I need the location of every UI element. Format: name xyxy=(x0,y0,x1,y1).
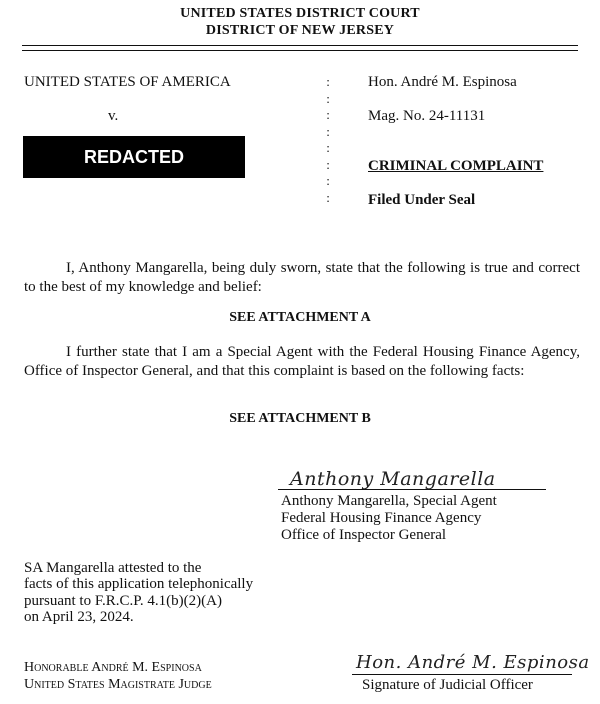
judge-signature-label: Signature of Judicial Officer xyxy=(362,677,533,693)
attachment-a-ref: SEE ATTACHMENT A xyxy=(229,310,371,325)
document-type: CRIMINAL COMPLAINT xyxy=(368,158,544,174)
header-rule-bottom xyxy=(22,50,578,51)
redacted-defendant-box: REDACTED xyxy=(23,136,245,178)
attestation-line-2: facts of this application telephonically xyxy=(24,576,254,592)
agent-name-title: Anthony Mangarella, Special Agent xyxy=(281,493,497,509)
versus-label: v. xyxy=(108,108,119,124)
agent-agency: Federal Housing Finance Agency xyxy=(281,510,482,526)
attachment-b-ref: SEE ATTACHMENT B xyxy=(229,411,371,426)
mag-number: Mag. No. 24-11131 xyxy=(368,108,486,124)
court-district: DISTRICT OF NEW JERSEY xyxy=(205,23,395,38)
sworn-statement: I, Anthony Mangarella, being duly sworn, state that the following is true and correct to the best of my knowledge and belief: xyxy=(24,260,580,295)
attestation-line-3: pursuant to F.R.C.P. 4.1(b)(2)(A) xyxy=(24,593,222,609)
judge-honorable-name: Honorable André M. Espinosa xyxy=(24,660,202,675)
judge-title: United States Magistrate Judge xyxy=(24,677,212,692)
plaintiff-name: UNITED STATES OF AMERICA xyxy=(24,74,231,90)
agent-statement: I further state that I am a Special Agent with the Federal Housing Finance Agency, Office of Inspector General, and that this complaint is based on the following facts: xyxy=(24,344,580,379)
agent-signature-line xyxy=(278,489,546,490)
header-rule-top xyxy=(22,45,578,46)
attestation-line-1: SA Mangarella attested to the xyxy=(24,560,202,576)
judge-handwritten-signature: Hon. André M. Espinosa xyxy=(356,652,590,673)
agent-handwritten-signature: Anthony Mangarella xyxy=(290,468,496,490)
court-name: UNITED STATES DISTRICT COURT xyxy=(180,6,420,21)
caption-colon-column: : : : : : : : : xyxy=(326,74,330,205)
seal-status: Filed Under Seal xyxy=(368,192,476,208)
judge-signature-line xyxy=(352,674,572,675)
agent-office: Office of Inspector General xyxy=(281,527,447,543)
judge-name: Hon. André M. Espinosa xyxy=(368,74,517,90)
attestation-line-4: on April 23, 2024. xyxy=(24,609,134,625)
